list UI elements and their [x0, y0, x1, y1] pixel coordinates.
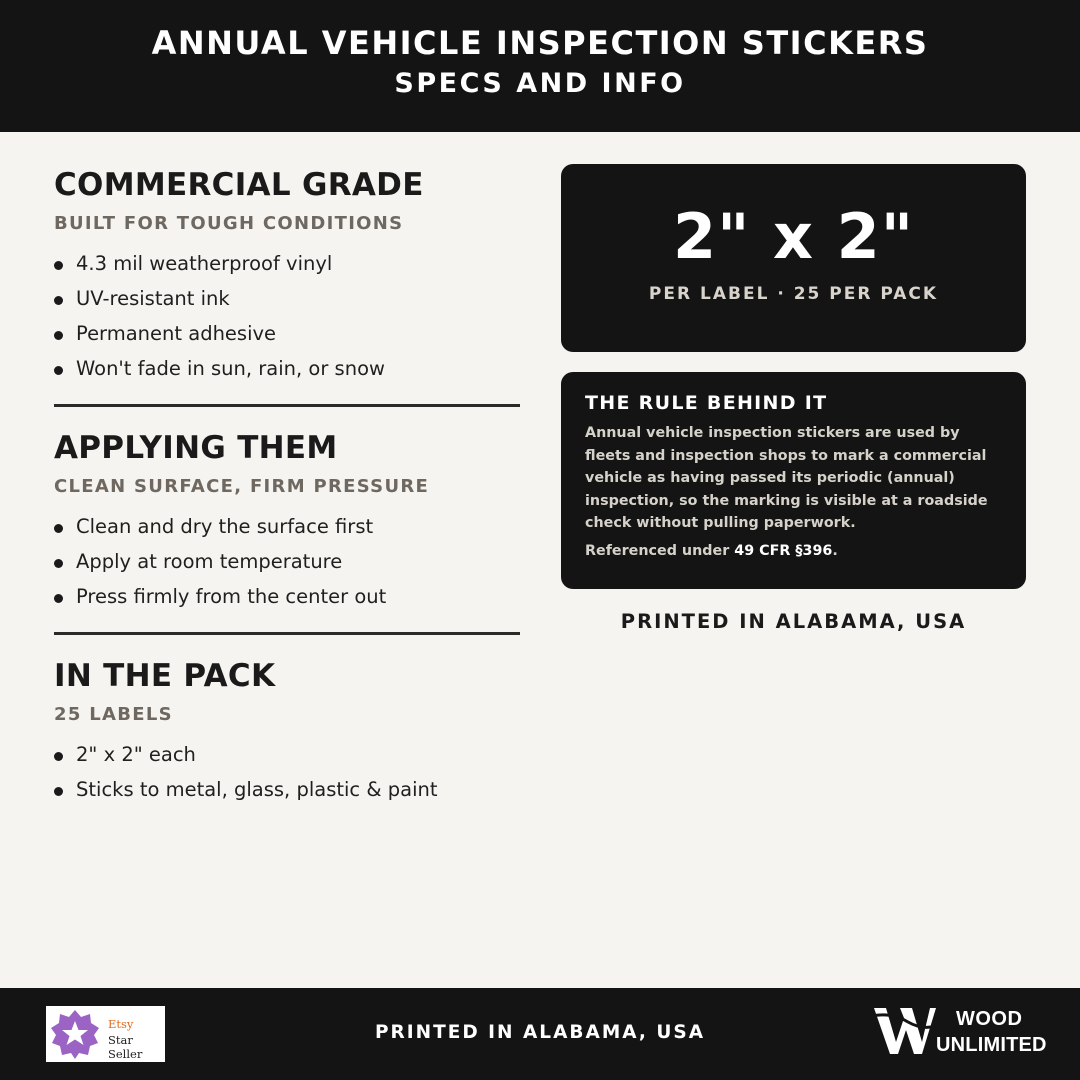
logo-line-2: UNLIMITED [936, 1034, 1047, 1056]
section-commercial-grade [54, 164, 520, 386]
page-title: ANNUAL VEHICLE INSPECTION STICKERS [151, 24, 929, 62]
bullet-list [54, 509, 520, 614]
rule-title: THE RULE BEHIND IT [585, 392, 828, 414]
section-heading: APPLYING THEM [54, 430, 338, 466]
list-item: 2" x 2" each [54, 737, 520, 772]
logo-line-1: WOOD [956, 1008, 1023, 1030]
rule-body: Annual vehicle inspection stickers are used by fleets and inspection shops to mark a commercial vehicle as having passed its periodic (annual) inspection, so the marking is visible at a roadside check without pulling paperwork. [585, 425, 988, 531]
specs-column [54, 164, 520, 807]
size-card [561, 164, 1026, 352]
list-item: Permanent adhesive [54, 316, 520, 351]
rule-reference [585, 543, 1002, 559]
section-in-the-pack [54, 655, 520, 807]
badge-etsy-label: Etsy [108, 1017, 134, 1031]
section-subheading: CLEAN SURFACE, FIRM PRESSURE [54, 476, 430, 497]
reference-prefix: Referenced under [585, 542, 735, 559]
reference-code: 49 CFR §396 [734, 542, 833, 559]
header-banner [0, 0, 1080, 132]
rule-card [561, 372, 1026, 589]
list-item: Apply at room temperature [54, 544, 520, 579]
list-item: Won't fade in sun, rain, or snow [54, 351, 520, 386]
list-item: Sticks to metal, glass, plastic & paint [54, 772, 520, 807]
w-logo-mark [872, 1000, 936, 1058]
section-subheading: BUILT FOR TOUGH CONDITIONS [54, 213, 404, 234]
reference-suffix: . [832, 542, 838, 559]
list-item: 4.3 mil weatherproof vinyl [54, 246, 520, 281]
bullet-list [54, 737, 520, 807]
wood-unlimited-logo [872, 998, 1047, 1068]
divider [54, 404, 520, 407]
section-heading: COMMERCIAL GRADE [54, 167, 424, 203]
footer-banner [0, 988, 1080, 1080]
section-subheading: 25 LABELS [54, 704, 173, 725]
bullet-list [54, 246, 520, 386]
list-item: Press firmly from the center out [54, 579, 520, 614]
pack-detail: PER LABEL · 25 PER PACK [648, 284, 939, 304]
badge-star-seller-label: Star Seller [108, 1033, 143, 1061]
page-subtitle: SPECS AND INFO [394, 68, 686, 99]
list-item: Clean and dry the surface first [54, 509, 520, 544]
divider [54, 632, 520, 635]
section-heading: IN THE PACK [54, 658, 276, 694]
label-size: 2" x 2" [672, 200, 915, 273]
printed-note: PRINTED IN ALABAMA, USA [620, 610, 967, 633]
footer-printed-note: PRINTED IN ALABAMA, USA [374, 1022, 706, 1043]
section-applying-them [54, 427, 520, 614]
list-item: UV-resistant ink [54, 281, 520, 316]
